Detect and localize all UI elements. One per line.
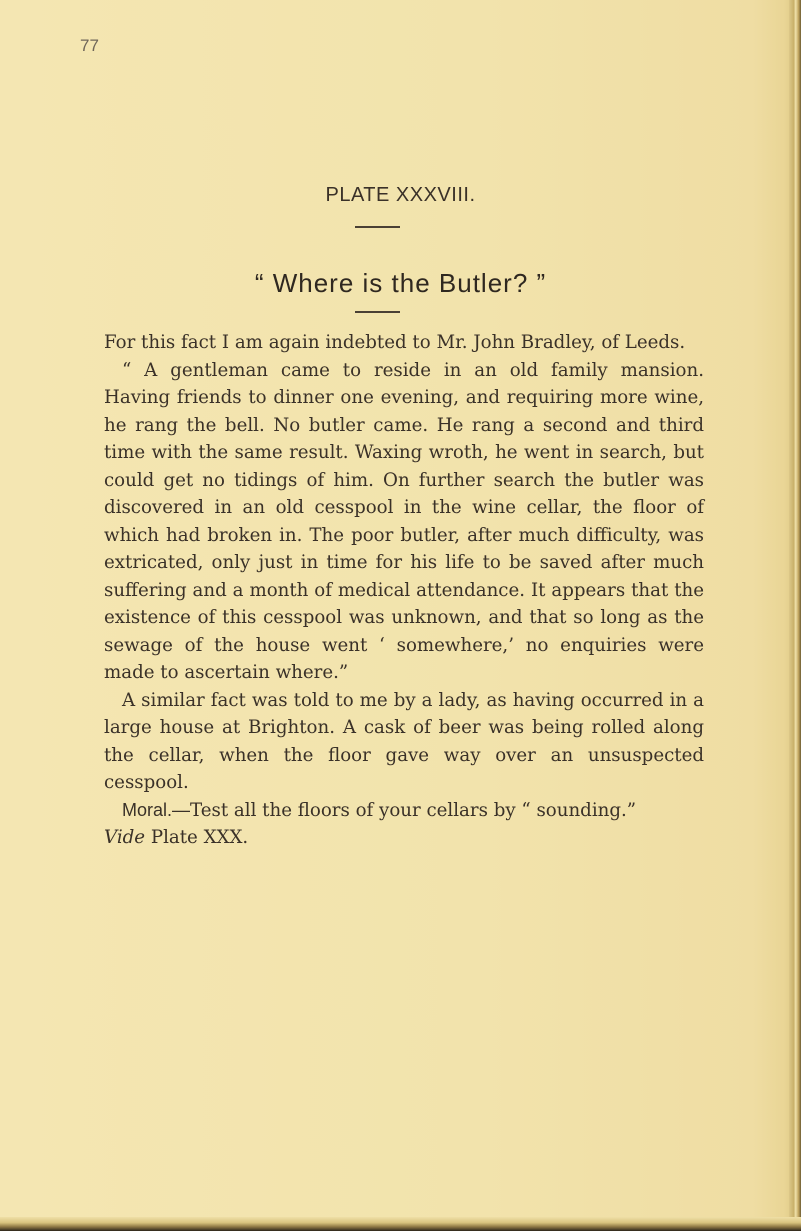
- reference-text: Plate XXX.: [145, 827, 249, 848]
- paragraph-moral: [104, 797, 704, 825]
- body-text: [104, 329, 704, 852]
- heading-rule-top: [355, 226, 400, 228]
- page-edge-bottom: [0, 1217, 801, 1231]
- moral-text: Test all the floors of your cellars by “ sounding.”: [190, 799, 637, 821]
- page-title: “ Where is the Butler? ”: [254, 268, 547, 298]
- moral-label: Moral.—: [122, 799, 191, 820]
- page-number: 77: [80, 36, 99, 55]
- vide-label: Vide: [104, 827, 146, 848]
- paragraph-story: “ A gentleman came to reside in an old family mansion. Having friends to dinner one evening, and requiring more wine, he rang the bell. No butler came. He rang a second and third time with the same result. Waxing wroth, he went in search, but could get no tidings of him. On further search the butler was discovered in an old cesspool in the wine cellar, the floor of which had broken in. The poor butler, after much difficulty, was extricated, only just in time for his life to be saved after much suffering and a month of medical attendance. It appears that the existence of this cesspool was unknown, and that so long as the sewage of the house went ‘ somewhere,’ no enquiries were made to ascertain where.”: [104, 359, 704, 683]
- plate-heading: PLATE XXXVIII.: [325, 184, 476, 206]
- plate-reference: [104, 824, 704, 852]
- heading-rule-bottom: [355, 311, 400, 313]
- paragraph-intro: For this fact I am again indebted to Mr. John Bradley, of Leeds.: [104, 332, 686, 353]
- paragraph-similar-fact: A similar fact was told to me by a lady, as having occurred in a large house at Brighton. A cask of beer was being rolled along the cellar, when the floor gave way over an unsuspected cesspool.: [104, 689, 704, 793]
